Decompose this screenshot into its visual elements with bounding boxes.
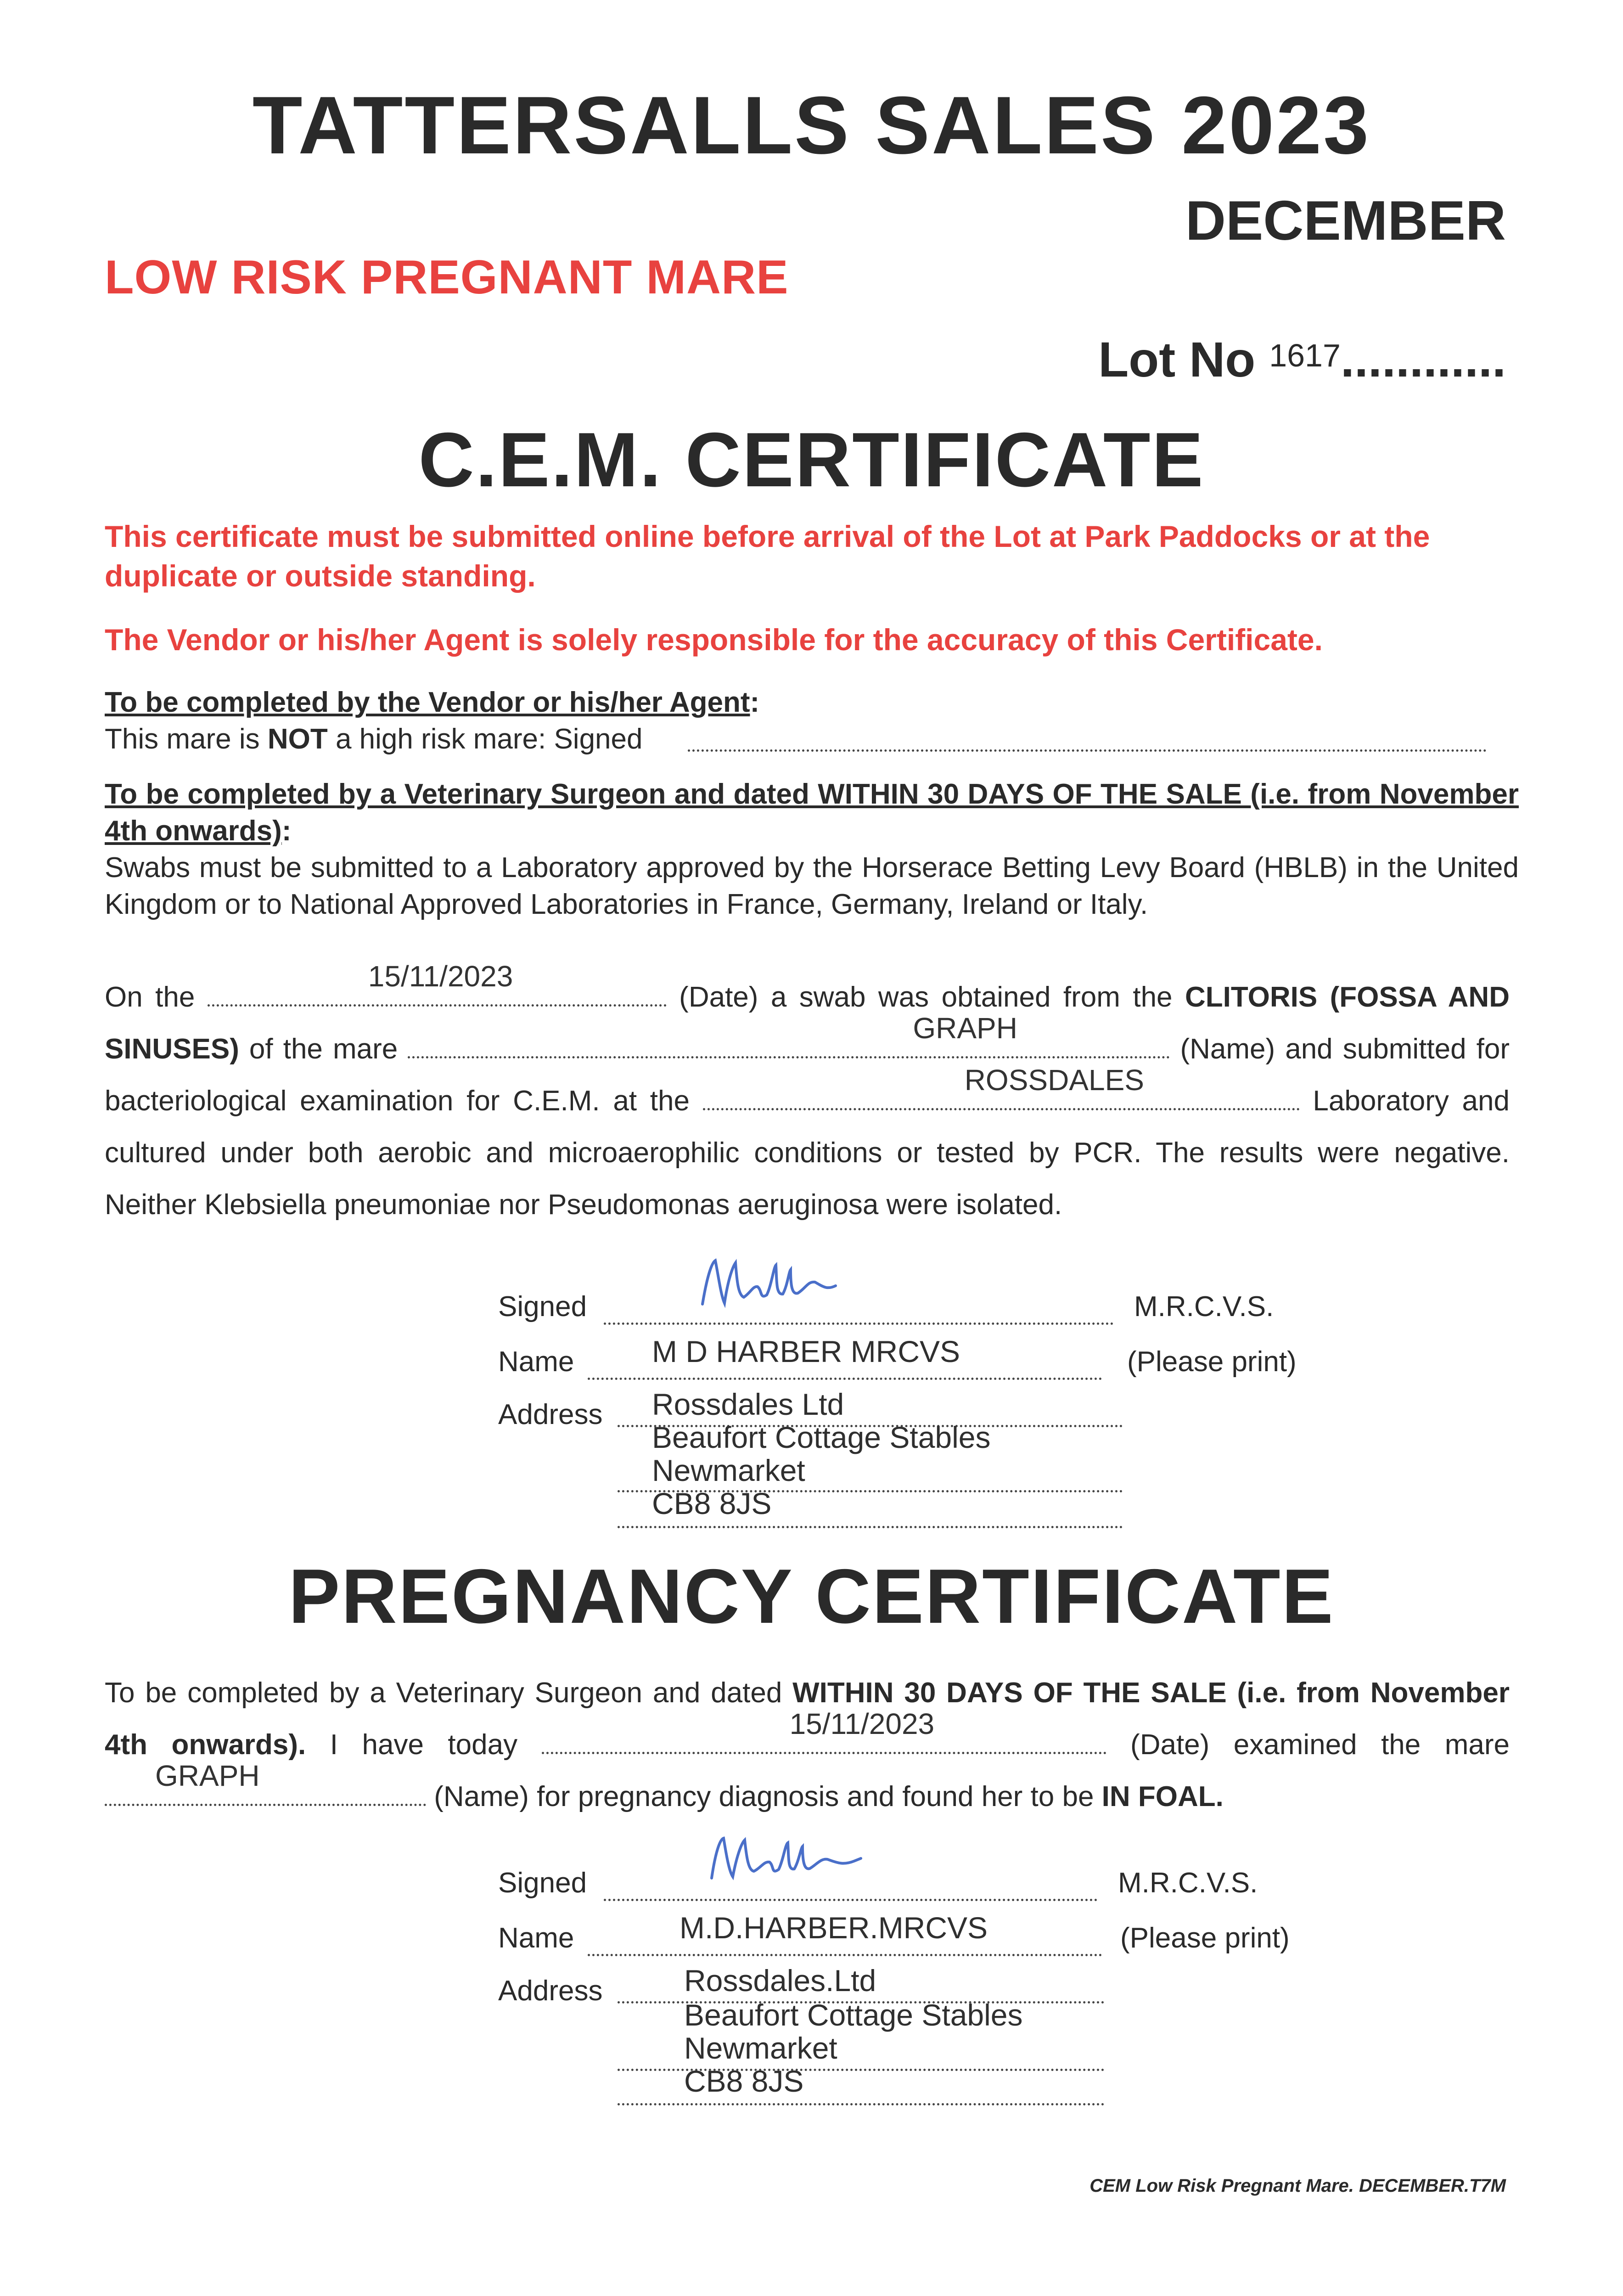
lot-label: Lot No (1098, 332, 1256, 387)
cem-address-4: CB8 8JS (652, 1486, 772, 1520)
cem-name-label: Name (498, 1346, 574, 1378)
document-title: TATTERSALLS SALES 2023 (252, 79, 1371, 171)
cem-signed-line[interactable] (604, 1297, 1113, 1325)
vendor-line-pre: This mare is (105, 723, 268, 755)
cem-paragraph (105, 960, 1510, 1231)
pregnancy-paragraph (105, 1667, 1510, 1823)
vendor-line-bold: NOT (267, 723, 328, 755)
preg-vet-name: M.D.HARBER.MRCVS (680, 1911, 988, 1945)
cem-signed-label: Signed (498, 1291, 587, 1322)
preg-signed-label: Signed (498, 1867, 587, 1899)
cem-certificate-title: C.E.M. CERTIFICATE (418, 416, 1205, 503)
cem-address-1: Rossdales Ltd (652, 1387, 844, 1421)
responsibility-note: The Vendor or his/her Agent is solely responsible for the accuracy of this Certificate. (105, 623, 1323, 657)
vendor-section: To be completed by the Vendor or his/her Agent: This mare is NOT a high risk mare: Signed (105, 684, 1519, 758)
vet-section: To be completed by a Veterinary Surgeon and dated WITHIN 30 DAYS OF THE SALE (i.e. from November 4th onwards): Swabs must be submitted to a Laboratory approved by the Horserace Betting Levy Board (HBLB) in the United Kingdom or to National Approved Laboratories in France, Germany, Ireland or Italy. (105, 776, 1519, 923)
in-foal: IN FOAL. (1101, 1781, 1224, 1812)
cem-vet-name: M D HARBER MRCVS (652, 1334, 960, 1368)
vendor-signature-line[interactable] (688, 726, 1487, 752)
lot-value: 1617 (1269, 338, 1341, 373)
cem-address-2: Beaufort Cottage Stables (652, 1420, 991, 1454)
para-text: (Date) examined the mare (1106, 1729, 1510, 1761)
para-text: Laboratory and cultured under both aerobic and microaerophilic conditions or tested by PCR. The results were negative. Neither Klebsiella pneumoniae nor Pseudomonas aeruginosa were isolated. (105, 1085, 1510, 1221)
swab-site: CLITORIS (FOSSA AND SINUSES) (105, 981, 1510, 1065)
preg-address-2: Beaufort Cottage Stables (684, 1998, 1023, 2032)
risk-label: LOW RISK PREGNANT MARE (105, 251, 789, 304)
cem-address-label: Address (498, 1399, 603, 1430)
laboratory-field[interactable] (703, 1064, 1300, 1110)
mare-name-value: GRAPH (913, 1012, 1017, 1045)
cem-please-print: (Please print) (1127, 1346, 1297, 1378)
exam-date-field[interactable] (542, 1707, 1106, 1754)
vet-heading: To be completed by a Veterinary Surgeon and dated WITHIN 30 DAYS OF THE SALE (i.e. from November 4th onwards) (105, 778, 1519, 847)
para-text: (Date) a swab was obtained from the (666, 981, 1185, 1013)
lot-dots: ............ (1340, 332, 1506, 387)
exam-date-value: 15/11/2023 (789, 1707, 935, 1740)
swabs-text: Swabs must be submitted to a Laboratory approved by the Horserace Betting Levy Board (HBLB) in the United Kingdom or to National Approved Laboratories in France, Germany, Ireland or Italy. (105, 852, 1519, 920)
preg-address-3: Newmarket (684, 2031, 837, 2065)
preg-address-1: Rossdales.Ltd (684, 1964, 876, 1998)
para-text: I have today (306, 1729, 542, 1761)
para-text: (Name) for pregnancy diagnosis and found her to be (426, 1781, 1102, 1812)
cem-address-3: Newmarket (652, 1453, 805, 1487)
preg-signed-line[interactable] (604, 1874, 1097, 1901)
preg-mare-name-field[interactable] (105, 1759, 426, 1806)
para-text: (Name) and submitted for bacteriological examination for C.E.M. at the (105, 1033, 1510, 1117)
within-30-days: WITHIN 30 DAYS OF THE SALE (i.e. from November 4th onwards). (105, 1677, 1510, 1761)
preg-please-print: (Please print) (1120, 1922, 1290, 1954)
preg-address-label: Address (498, 1975, 603, 2007)
cem-mrcvs: M.R.C.V.S. (1134, 1291, 1274, 1322)
preg-address-4: CB8 8JS (684, 2064, 804, 2098)
lot-number (1098, 331, 1506, 388)
pregnancy-certificate-title: PREGNANCY CERTIFICATE (288, 1553, 1335, 1639)
para-text: of the mare (239, 1033, 408, 1065)
footer-reference: CEM Low Risk Pregnant Mare. DECEMBER.T7M (1089, 2176, 1506, 2196)
vendor-line-post: a high risk mare: Signed (327, 723, 643, 755)
para-text: To be completed by a Veterinary Surgeon and dated (105, 1677, 793, 1709)
swab-date-field[interactable] (208, 960, 667, 1007)
submission-note: This certificate must be submitted online before arrival of the Lot at Park Paddocks or at the duplicate or outside standing. (105, 519, 1430, 593)
swab-date-value: 15/11/2023 (368, 960, 513, 993)
preg-mare-name-value: GRAPH (155, 1759, 260, 1792)
para-text: On the (105, 981, 208, 1013)
preg-mrcvs: M.R.C.V.S. (1118, 1867, 1258, 1899)
laboratory-value: ROSSDALES (964, 1064, 1144, 1097)
preg-name-label: Name (498, 1922, 574, 1954)
vendor-heading: To be completed by the Vendor or his/her Agent (105, 687, 750, 718)
sale-month: DECEMBER (1185, 189, 1506, 252)
